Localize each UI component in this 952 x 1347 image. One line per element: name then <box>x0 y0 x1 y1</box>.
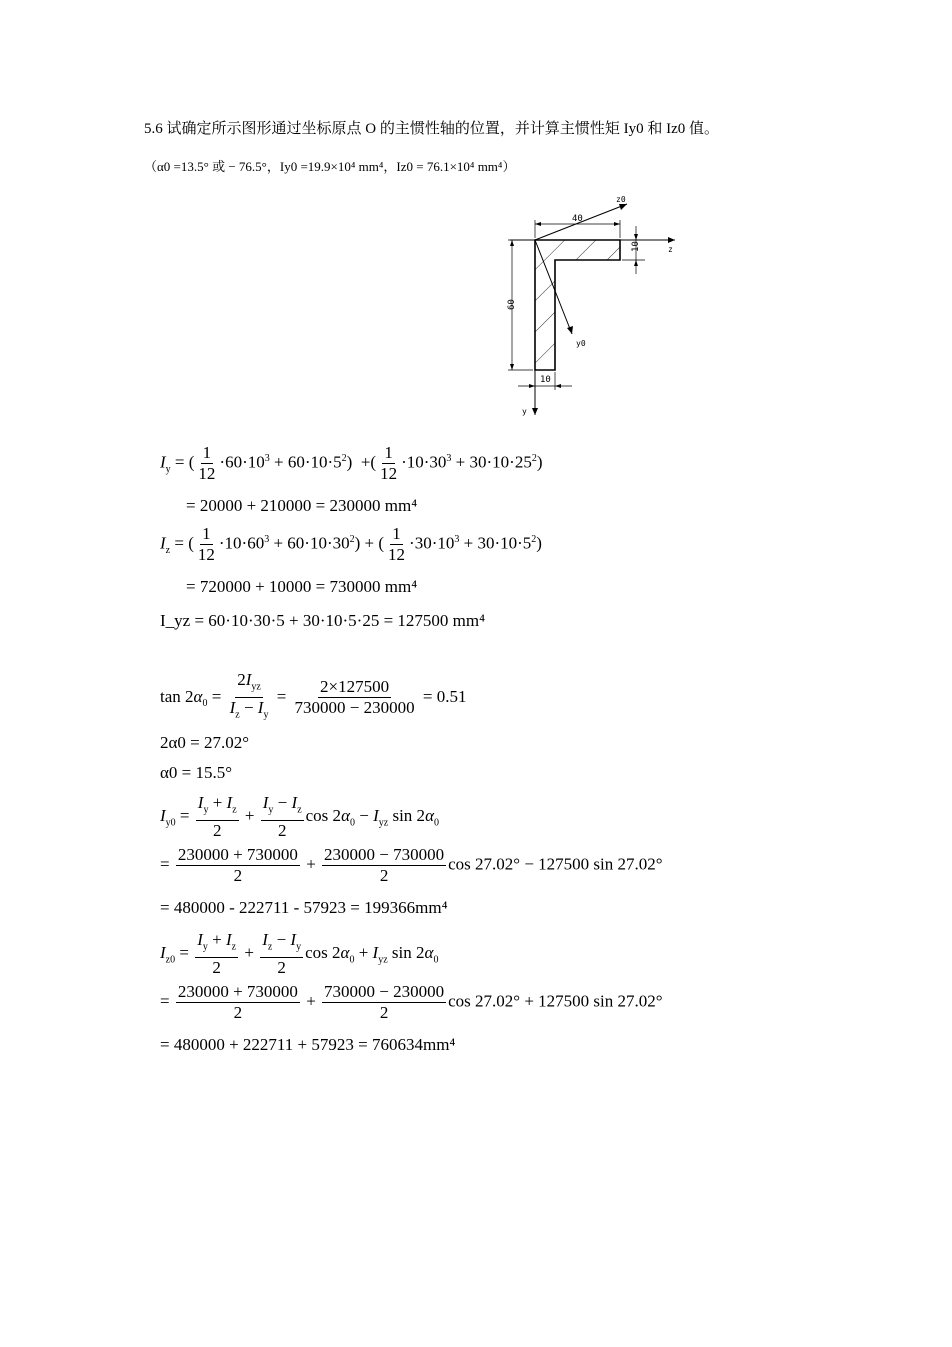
dim-width-label: 40 <box>572 214 583 224</box>
iz0-formula: $I_{z0}$ = $\frac{I_y + I_z}{2}$ + $\frac{I_z - I_y}{2}$ $\cos 2\alpha_0 + I_{yz}$ $\sin 2\alpha_0$ <box>160 930 439 978</box>
dim-web-label: 10 <box>540 375 551 385</box>
axis-z-label: z <box>668 245 673 254</box>
dim-flange-label: 10 <box>631 241 641 252</box>
alpha-line: α0 = 15.5° <box>160 763 233 782</box>
iy0-substitution: = $\frac{230000 + 730000}{2}$ + $\frac{230000 - 730000}{2}$ cos 27.02° − 127500 sin 27.02° <box>160 845 663 885</box>
axis-y0-label: y0 <box>576 339 586 348</box>
two-alpha-line: 2α0 = 27.02° <box>160 733 250 752</box>
tan-line: $\tan 2\alpha_0$ = $\frac{2I_{yz}}{I_z - I_y}$ = $\frac{2\times 127500}{730000 - 230000}$ = 0.51 <box>160 670 467 721</box>
iz0-substitution: = $\frac{230000 + 730000}{2}$ + $\frac{730000 - 230000}{2}$ cos 27.02° + 127500 sin 27.02° <box>160 982 663 1022</box>
iy-line-2: = 20000 + 210000 = 230000 mm⁴ <box>186 496 418 515</box>
axis-z0-label: z0 <box>616 195 626 204</box>
iyz-line: I_yz = 60·10·30·5 + 30·10·5·25 = 127500 mm⁴ <box>160 611 486 630</box>
iz0-result: = 480000 + 222711 + 57923 = 760634mm⁴ <box>160 1035 456 1054</box>
problem-title: 5.6 试确定所示图形通过坐标原点 O 的主惯性轴的位置，并计算主惯性矩 Iy0 和 Iz0 值。 <box>144 121 719 137</box>
iy0-result: = 480000 - 222711 - 57923 = 199366mm⁴ <box>160 898 448 917</box>
iz-line-1: $I_z$ = ( $\frac{1}{12}$ $\cdot 10\cdot 60^3 + 60\cdot 10\cdot 30^2$) + ( $\frac{1}{12}$ $\cdot 30\cdot 10^3 + 30\cdot 10\cdot 5^2$) <box>160 524 542 564</box>
axis-y-label: y <box>522 407 527 416</box>
dim-height-label: 60 <box>507 299 517 310</box>
iz-line-2: = 720000 + 10000 = 730000 mm⁴ <box>186 577 418 596</box>
problem-answer: （α0 =13.5° 或 − 76.5°，Iy0 =19.9×10⁴ mm⁴，Iz0 = 76.1×10⁴ mm⁴） <box>144 159 516 174</box>
iy-line-1: $I_y$ = ( $\frac{1}{12}$ $\cdot 60\cdot 10^3 + 60\cdot 10\cdot 5^2$) +( $\frac{1}{12}$ $\cdot 10\cdot 30^3 + 30\cdot 10\cdot 25^2$) <box>160 443 543 483</box>
l-section-figure <box>490 190 690 420</box>
iy0-formula: $I_{y0}$ = $\frac{I_y + I_z}{2}$ + $\frac{I_y - I_z}{2}$ $\cos 2\alpha_0 - I_{yz}$ $\sin 2\alpha_0$ <box>160 793 439 841</box>
l-section-shape <box>535 240 620 370</box>
